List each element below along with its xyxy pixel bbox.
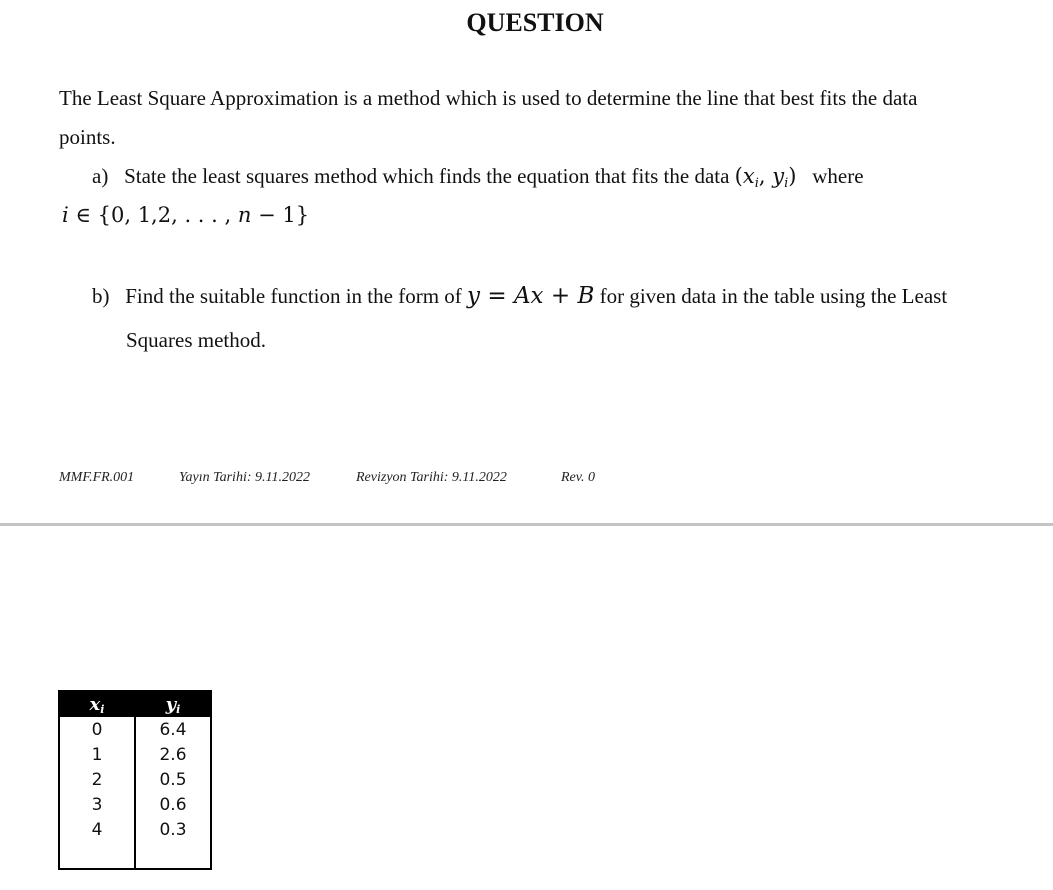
part-b-text: Find the suitable function in the form of <box>125 284 462 308</box>
cell-x: 3 <box>59 792 135 817</box>
table-header-row <box>59 691 211 717</box>
cell-y: 0.5 <box>159 769 187 790</box>
cell-x: 4 <box>59 817 135 842</box>
table-empty-row <box>59 842 211 869</box>
part-a-text: State the least squares method which finds the equation that fits the data <box>124 164 730 188</box>
table-row <box>59 792 211 817</box>
publish-date: Yayın Tarihi: 9.11.2022 <box>179 470 310 485</box>
part-b-text-after: for given data in the table using the Least <box>599 284 948 308</box>
data-point-notation: ($x_i$, $y_i$) <box>734 164 797 191</box>
table-row <box>59 717 211 742</box>
data-table <box>58 690 212 870</box>
intro-line-2: points. <box>59 125 116 149</box>
cell-y: 2.6 <box>159 744 187 765</box>
part-b <box>92 283 947 309</box>
column-header-x: $x_i$ <box>59 691 135 717</box>
function-form: y = Ax + B <box>467 283 595 309</box>
cell-x: 0 <box>59 717 135 742</box>
page-divider <box>0 523 1053 526</box>
part-b-line-2: Squares method. <box>126 328 266 352</box>
table-row <box>59 767 211 792</box>
part-a-label: a) <box>92 164 109 188</box>
index-set: i ∈ {0, 1,2, . . . , n − 1} <box>62 203 310 227</box>
cell-x: 2 <box>59 767 135 792</box>
table-row <box>59 817 211 842</box>
revision-number: Rev. 0 <box>561 470 595 485</box>
cell-empty <box>59 842 135 869</box>
intro-line-1: The Least Square Approximation is a method which is used to determine the line that best fits the data <box>59 86 918 110</box>
cell-y: 0.6 <box>159 794 187 815</box>
part-a-where: where <box>812 164 864 188</box>
cell-y: 0.3 <box>159 819 187 840</box>
part-b-label: b) <box>92 284 110 308</box>
page-title: QUESTION <box>466 8 604 37</box>
form-code: MMF.FR.001 <box>59 470 135 485</box>
cell-empty <box>135 842 211 869</box>
cell-y: 6.4 <box>159 719 187 740</box>
revision-date: Revizyon Tarihi: 9.11.2022 <box>356 470 507 485</box>
part-a <box>92 164 864 191</box>
cell-x: 1 <box>59 742 135 767</box>
column-header-y: $y_i$ <box>135 691 211 717</box>
table-row <box>59 742 211 767</box>
